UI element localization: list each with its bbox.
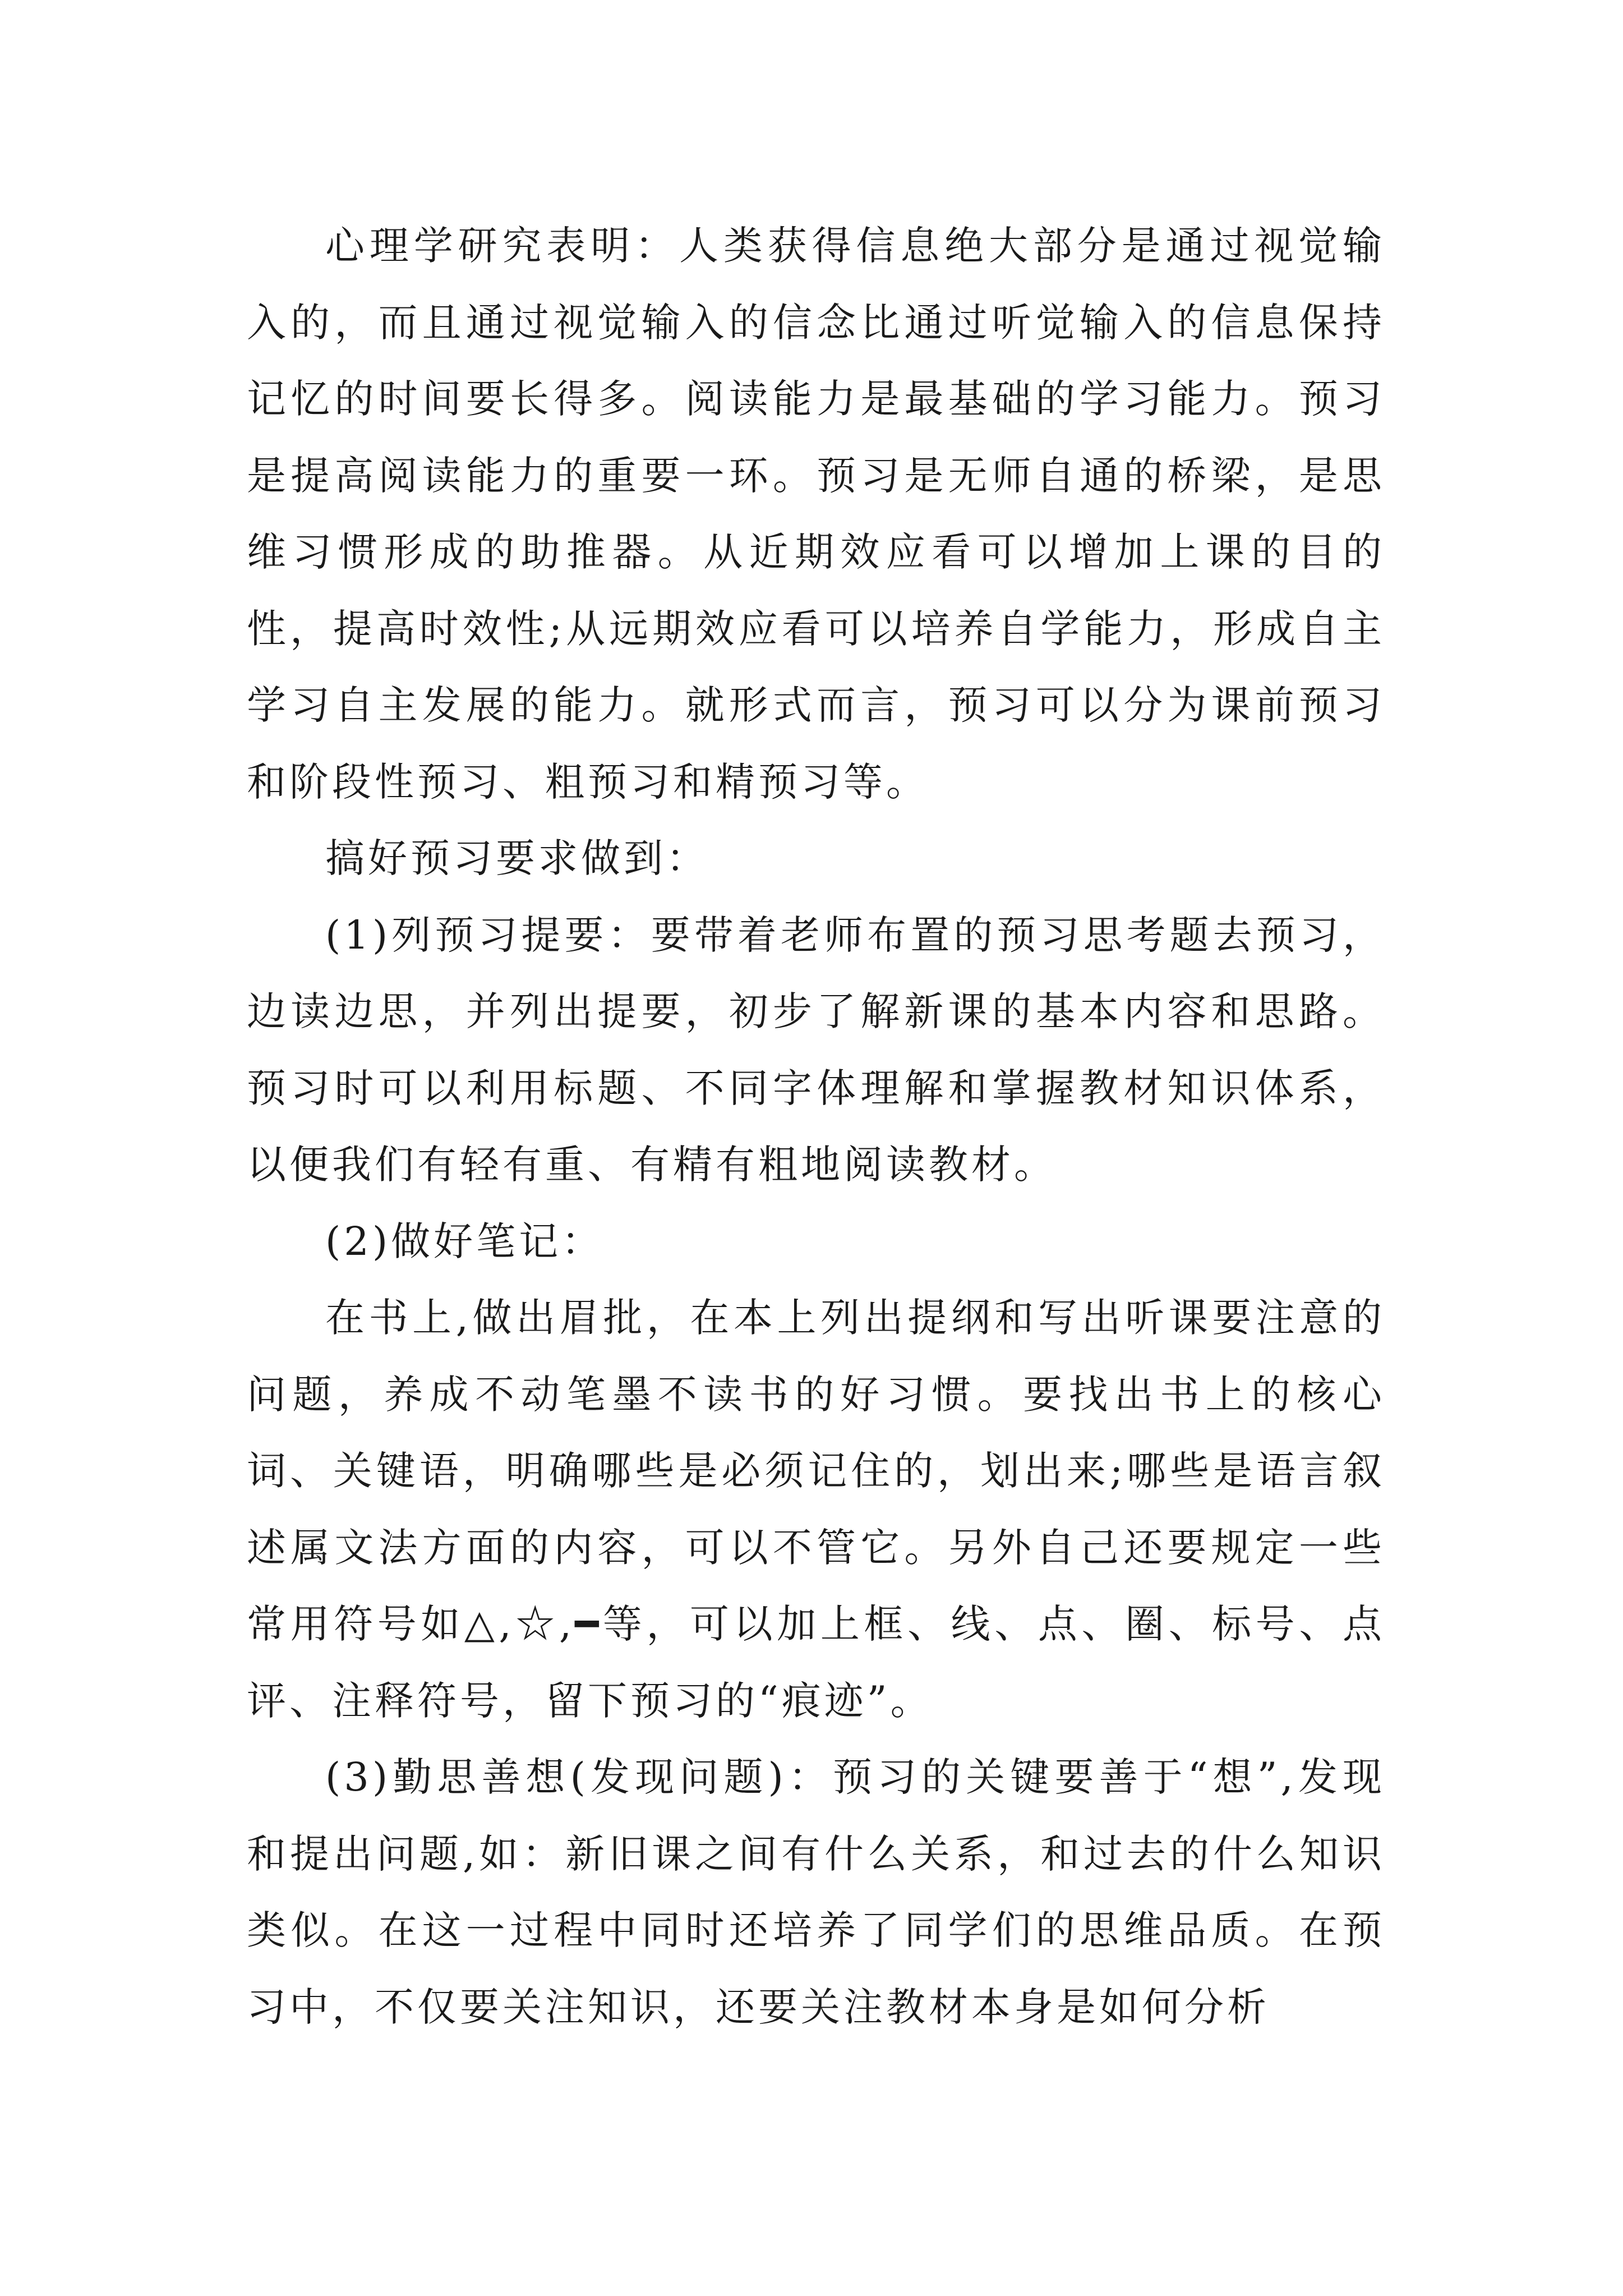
paragraph-item-1-outline: (1)列预习提要：要带着老师布置的预习思考题去预习，边读边思，并列出提要，初步了解新课的基本内容和思路。预习时可以利用标题、不同字体理解和掌握教材知识体系，以便我们有轻有重、有精有粗地阅读教材。 — [247, 912, 1385, 1188]
paragraph-psychology-research: 心理学研究表明：人类获得信息绝大部分是通过视觉输入的，而且通过视觉输入的信念比通过听觉输入的信息保持记忆的时间要长得多。阅读能力是最基础的学习能力。预习是提高阅读能力的重要一环。预习是无师自通的桥梁，是思维习惯形成的助推器。从近期效应看可以增加上课的目的性，提高时效性;从远期效应看可以培养自学能力，形成自主学习自主发展的能力。就形式而言，预习可以分为课前预习和阶段性预习、粗预习和精预习等。 — [247, 223, 1385, 805]
paragraph-notes-detail: 在书上,做出眉批，在本上列出提纲和写出听课要注意的问题，养成不动笔墨不读书的好习惯。要找出书上的核心词、关键语，明确哪些是必须记住的，划出来;哪些是语言叙述属文法方面的内容，可以不管它。另外自己还要规定一些常用符号如△,☆,━等，可以加上框、线、点、圈、标号、点评、注释符号，留下预习的“痕迹”。 — [247, 1295, 1385, 1724]
paragraph-item-3-thinking: (3)勤思善想(发现问题)：预习的关键要善于“想”,发现和提出问题,如：新旧课之间有什么关系，和过去的什么知识类似。在这一过程中同时还培养了同学们的思维品质。在预习中，不仅要关注知识，还要关注教材本身是如何分析 — [247, 1754, 1385, 2030]
paragraph-item-2-notes-heading: (2)做好笔记： — [325, 1218, 605, 1264]
document-body — [247, 208, 1385, 2045]
paragraph-preview-requirements: 搞好预习要求做到： — [325, 835, 709, 881]
